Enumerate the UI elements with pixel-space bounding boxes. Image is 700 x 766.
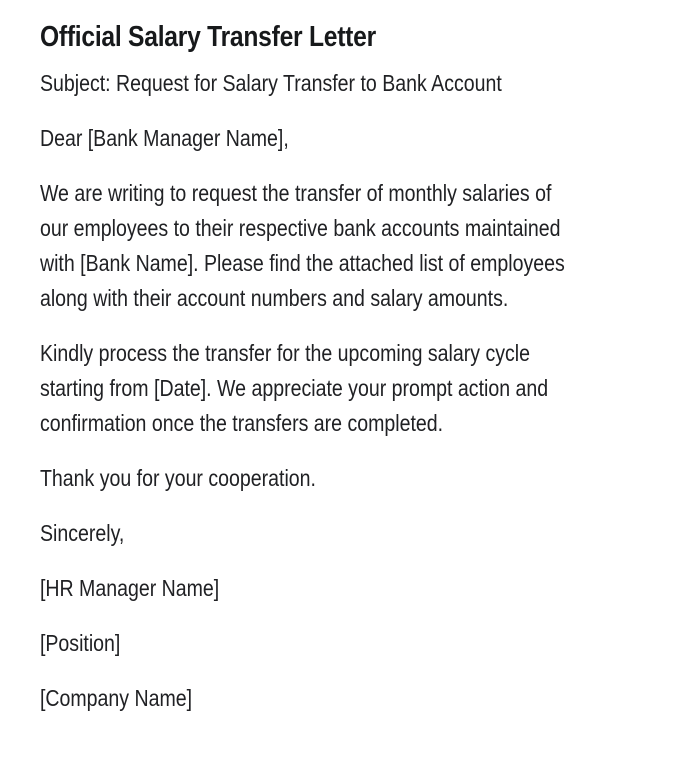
letter-line: along with their account numbers and salary amounts. — [39, 285, 509, 311]
letter-line: [HR Manager Name] — [39, 575, 220, 601]
letter-line: [Position] — [39, 630, 121, 656]
letter-paragraph — [40, 336, 700, 441]
letter-paragraph — [40, 66, 700, 101]
letter-line: Subject: Request for Salary Transfer to Bank Account — [39, 70, 502, 96]
letter-line: We are writing to request the transfer of monthly salaries of — [39, 180, 552, 206]
letter-body — [40, 66, 700, 716]
letter-paragraph — [40, 516, 700, 551]
letter-line: starting from [Date]. We appreciate your prompt action and — [39, 375, 549, 401]
letter-line: Dear [Bank Manager Name], — [39, 125, 289, 151]
letter-paragraph — [40, 461, 700, 496]
letter-paragraph — [40, 571, 700, 606]
letter-line: Thank you for your cooperation. — [39, 465, 316, 491]
letter-paragraph — [40, 121, 700, 156]
letter-paragraph — [40, 176, 700, 316]
letter-paragraph — [40, 626, 700, 661]
letter-line: confirmation once the transfers are completed. — [39, 410, 444, 436]
letter-line: our employees to their respective bank accounts maintained — [39, 215, 561, 241]
letter-title: Official Salary Transfer Letter — [39, 21, 376, 53]
letter-line: Kindly process the transfer for the upcoming salary cycle — [39, 340, 531, 366]
letter-paragraph — [40, 681, 700, 716]
letter-line: [Company Name] — [39, 685, 193, 711]
letter-line: with [Bank Name]. Please find the attached list of employees — [39, 250, 565, 276]
letter-line: Sincerely, — [39, 520, 125, 546]
